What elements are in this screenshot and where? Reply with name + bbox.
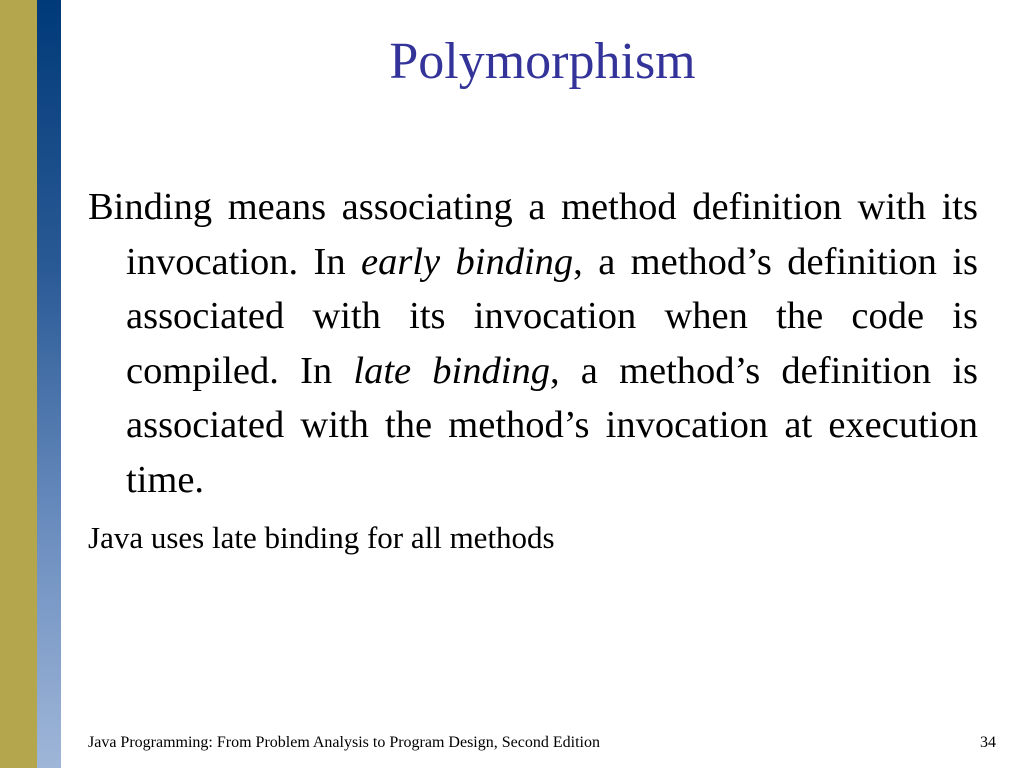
early-binding-term: early binding xyxy=(361,240,574,283)
java-late-binding-statement: Java uses late binding for all methods xyxy=(88,520,555,555)
late-binding-term: late binding xyxy=(353,349,550,392)
paragraph-text-1: Binding means associating a method definition with its invocation. In xyxy=(88,186,978,283)
footer-text: Java Programming: From Problem Analysis to Program Design, Second Edition xyxy=(88,734,600,751)
left-blue-gradient-bar xyxy=(37,0,61,768)
binding-paragraph xyxy=(88,180,978,507)
slide-title: Polymorphism xyxy=(389,33,696,90)
paragraph-text-3: , a method’s definition is associated with the method’s invocation at execution time. xyxy=(126,349,979,501)
left-olive-bar xyxy=(0,0,37,768)
paragraph-text-2: , a method’s definition is associated with its invocation when the code is compiled. In xyxy=(126,240,979,392)
slide-body xyxy=(88,180,978,558)
page-number: 34 xyxy=(980,734,996,751)
